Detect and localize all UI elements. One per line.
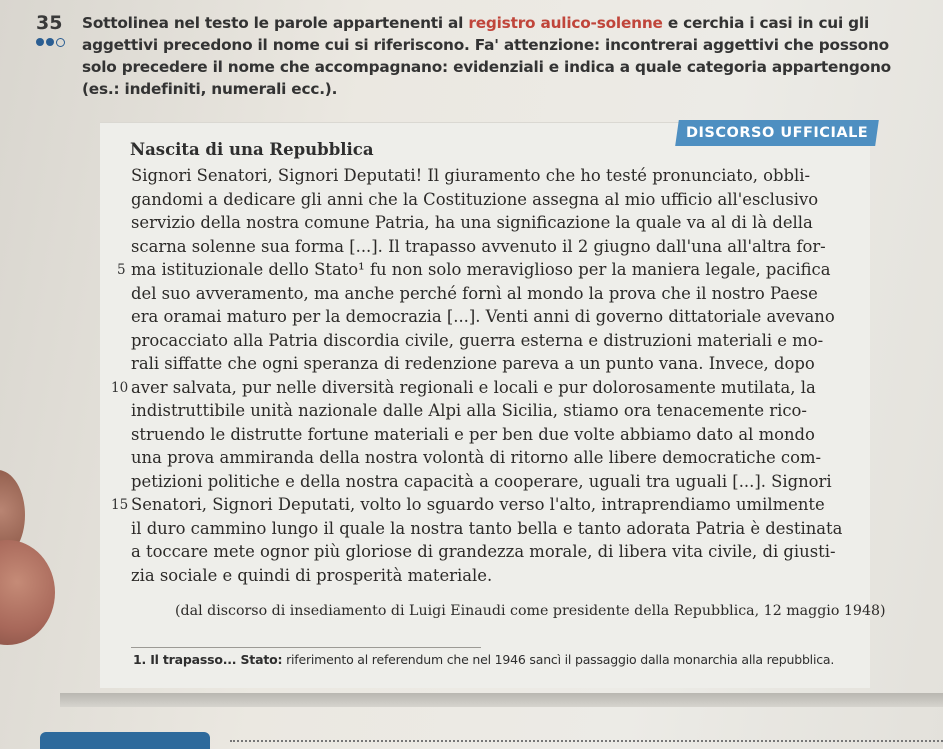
exercise-instruction	[82, 12, 912, 100]
genre-badge	[675, 120, 879, 146]
passage-line: gandomi a dedicare gli anni che la Costituzione assegna al mio ufficio all'esclusivo	[131, 189, 819, 209]
text-title: Nascita di una Repubblica	[130, 140, 374, 159]
passage-line: Signori Senatori, Signori Deputati! Il giuramento che ho testé pronunciato, obbli-	[131, 166, 811, 185]
difficulty-dot-filled	[46, 38, 54, 46]
passage-line: servizio della nostra comune Patria, ha una significazione la quale va al di là della	[131, 213, 813, 232]
passage-line: del suo avveramento, ma anche perché fornì al mondo la prova che il nostro Paese	[131, 283, 818, 303]
passage-line: il duro cammino lungo il quale la nostra tanto bella e tanto adorata Patria è destinata	[131, 518, 843, 538]
instruction-part: e cerchia i casi in cui gli aggettivi precedono il nome cui si riferiscono. Fa' attenzione: incontrerai aggettivi che possono solo precedere il nome che accompagnano: evidenziali e indica a quale categoria appartengono (es.: indefiniti, numerali ecc.).	[82, 14, 891, 98]
footnote-divider	[131, 647, 481, 648]
exercise-block	[36, 12, 916, 100]
difficulty-dot-filled	[36, 38, 44, 46]
difficulty-dots-icon	[36, 38, 65, 47]
footnote-label: 1. Il trapasso... Stato:	[133, 652, 283, 667]
passage-line: zia sociale e quindi di prosperità materiale.	[131, 565, 493, 585]
source-citation: (dal discorso di insediamento di Luigi Einaudi come presidente della Repubblica, 12 maggio 1948)	[175, 603, 886, 619]
passage-line: aver salvata, pur nelle diversità regionali e locali e pur dolorosamente mutilata, la	[131, 377, 816, 397]
line-number: 10	[111, 379, 129, 396]
footnote-text: riferimento al referendum che nel 1946 sancì il passaggio dalla monarchia alla repubblica.	[282, 652, 835, 667]
instruction-highlight: registro aulico-solenne	[468, 14, 663, 32]
finger	[0, 540, 55, 645]
passage-line: ma istituzionale dello Stato¹ fu non solo meraviglioso per la maniera legale, pacifica	[131, 260, 831, 279]
footnote	[133, 652, 834, 667]
passage-line: a toccare mete ognor più gloriose di grandezza morale, di libera vita civile, di giusti-	[131, 542, 836, 561]
passage-line: era oramai maturo per la democrazia [...]. Venti anni di governo dittatoriale avevano	[131, 307, 835, 326]
passage-line: rali siffatte che ogni speranza di redenzione pareva a un punto vana. Invece, dopo	[131, 354, 815, 373]
passage-line: una prova ammiranda della nostra volontà di ritorno alle libere democratiche com-	[131, 448, 822, 467]
next-exercise-tab	[40, 732, 210, 749]
passage-line: scarna solenne sua forma [...]. Il trapasso avvenuto il 2 giugno dall'una all'altra for-	[131, 236, 826, 256]
passage-line: Senatori, Signori Deputati, volto lo sguardo verso l'alto, intraprendiamo umilmente	[131, 495, 825, 514]
passage-line: struendo le distrutte fortune materiali e per ben due volte abbiamo dato al mondo	[131, 424, 815, 444]
line-number: 5	[117, 262, 126, 278]
genre-badge-label: DISCORSO UFFICIALE	[685, 125, 869, 141]
difficulty-dot-empty	[56, 38, 65, 47]
passage-line: indistruttibile unità nazionale dalle Alpi alla Sicilia, stiamo ora tenacemente rico-	[131, 401, 807, 420]
exercise-number: 35	[36, 12, 63, 34]
page-fold-shadow	[60, 693, 943, 707]
passage-line: petizioni politiche e della nostra capacità a cooperare, uguali tra uguali [...]. Signori	[131, 471, 832, 491]
passage-line: procacciato alla Patria discordia civile, guerra esterna e distruzioni materiali e mo-	[131, 330, 824, 350]
dotted-divider	[230, 740, 943, 742]
line-number: 15	[111, 497, 129, 513]
instruction-part: Sottolinea nel testo le parole appartenenti al	[82, 14, 469, 32]
